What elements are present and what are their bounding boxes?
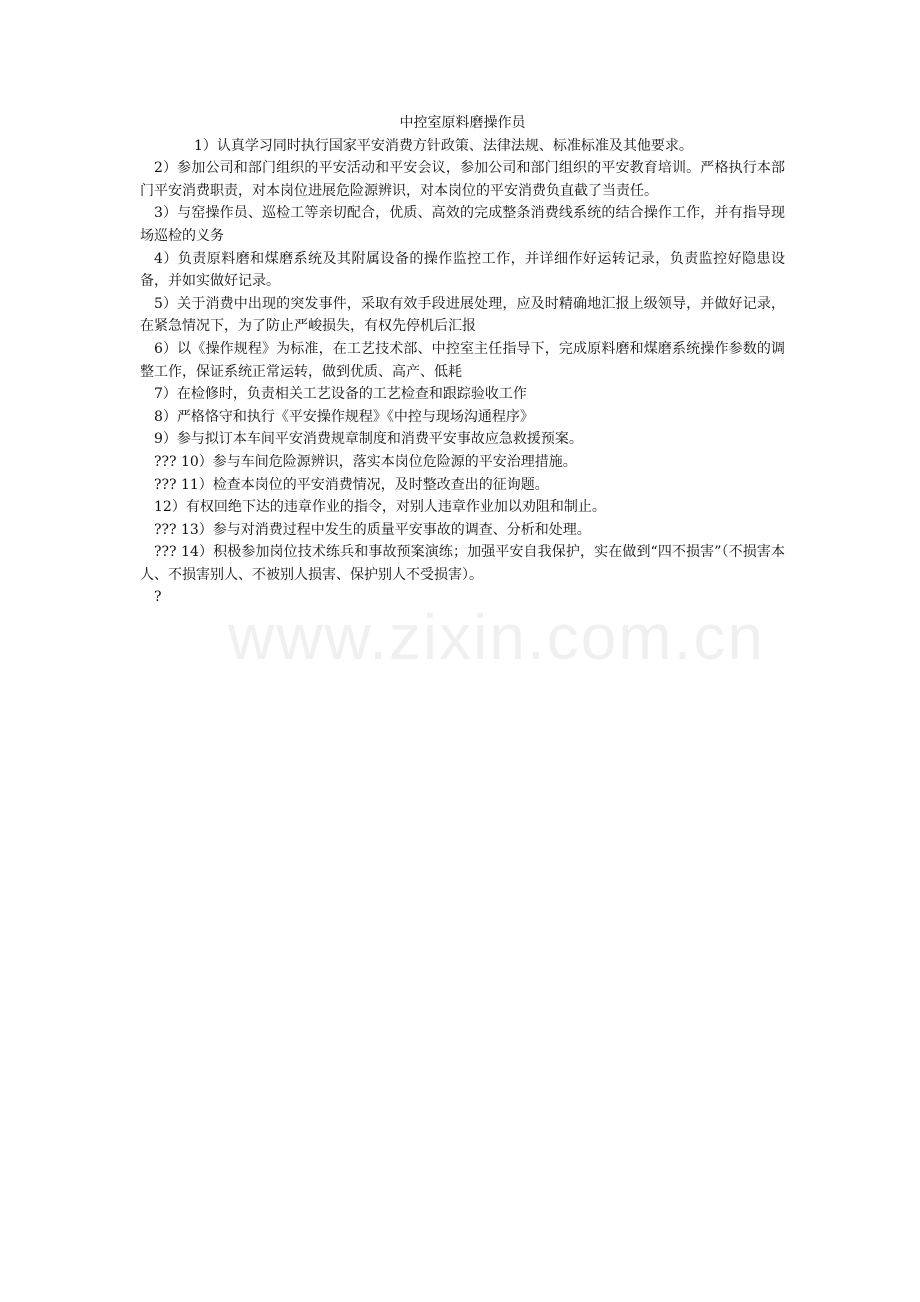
trailing-mark: ? [154, 589, 162, 606]
document-page [140, 112, 785, 609]
list-item-2: 2）参加公司和部门组织的平安活动和平安会议，参加公司和部门组织的平安教育培训。严格执行本部门平安消费职责，对本岗位进展危险源辨识，对本岗位的平安消费负直截了当责任。 [140, 160, 785, 199]
list-item-3: 3）与窑操作员、巡检工等亲切配合，优质、高效的完成整条消费线系统的结合操作工作，并有指导现场巡检的义务 [140, 205, 785, 244]
list-item-1: 1）认真学习同时执行国家平安消费方针政策、法律法规、标准标准及其他要求。 [194, 137, 693, 154]
list-item-10: ??? 10）参与车间危险源辨识，落实本岗位危险源的平安治理措施。 [154, 453, 577, 470]
list-item-12: 12）有权回绝下达的违章作业的指令，对别人违章作业加以劝阻和制止。 [154, 499, 606, 516]
watermark-text: www.zixin.com.cn [228, 601, 765, 673]
list-item-6: 6）以《操作规程》为标准，在工艺技术部、中控室主任指导下，完成原料磨和煤磨系统操作参数的调整工作，保证系统正常运转，做到优质、高产、低耗 [140, 340, 785, 380]
list-item-13: ??? 13）参与对消费过程中发生的质量平安事故的调查、分析和处理。 [154, 521, 591, 538]
list-item-7: 7）在检修时，负责相关工艺设备的工艺检查和跟踪验收工作 [154, 386, 527, 403]
list-item-5: 5）关于消费中出现的突发事件，采取有效手段进展处理，应及时精确地汇报上级领导，并做好记录，在紧急情况下，为了防止严峻损失，有权先停机后汇报 [140, 295, 785, 335]
list-item-9: 9）参与拟订本车间平安消费规章制度和消费平安事故应急救援预案。 [154, 431, 583, 448]
list-item-14: ??? 14）积极参加岗位技术练兵和事故预案演练；加强平安自我保护，实在做到“四不损害”（不损害本人、不损害别人、不被别人损害、保护别人不受损害）。 [140, 544, 785, 583]
list-item-11: ??? 11）检查本岗位的平安消费情况，及时整改查出的征询题。 [154, 476, 549, 493]
list-item-4: 4）负责原料磨和煤磨系统及其附属设备的操作监控工作，并详细作好运转记录，负责监控好隐患设备，并如实做好记录。 [140, 250, 785, 290]
list-item-8: 8）严格恪守和执行《平安操作规程》《中控与现场沟通程序》 [154, 408, 534, 425]
document-title: 中控室原料磨操作员 [399, 115, 526, 131]
